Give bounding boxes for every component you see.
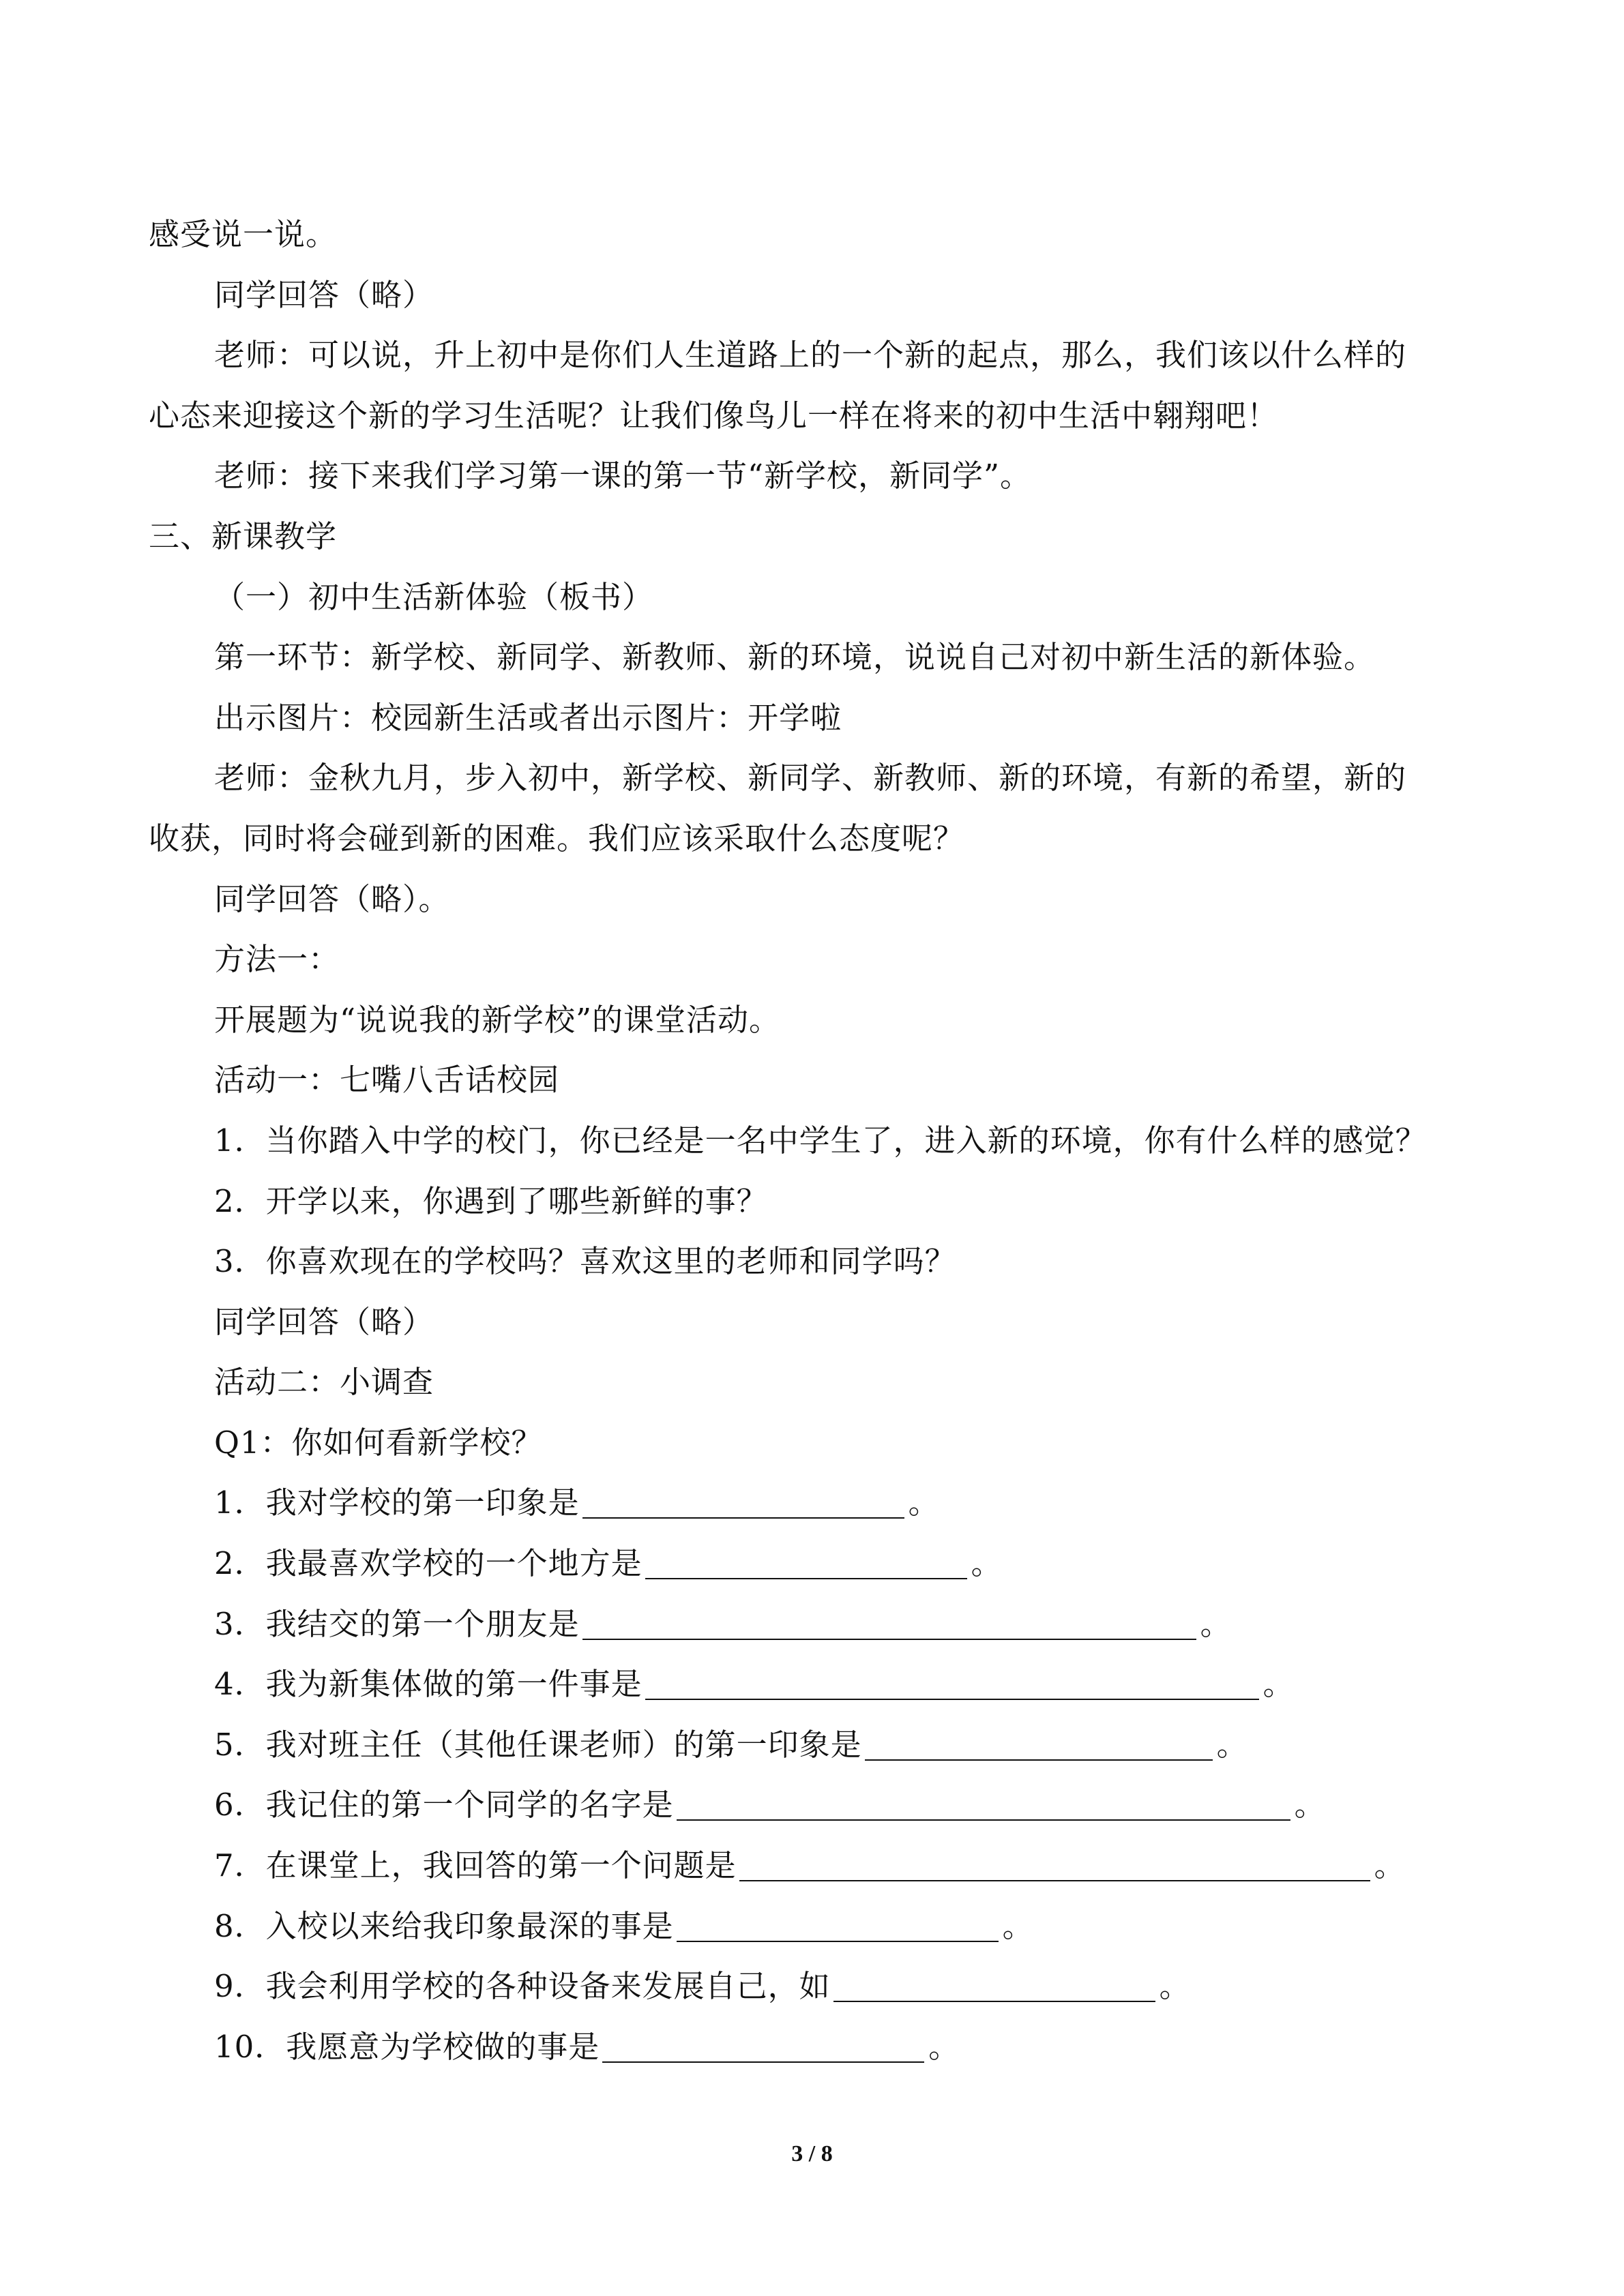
subsection-heading: （一）初中生活新体验（板书） <box>214 578 654 615</box>
fill-in-blank[interactable] <box>677 1785 1290 1821</box>
fill-in-blank[interactable] <box>645 1544 967 1579</box>
survey-item <box>149 1896 1465 1957</box>
survey-item <box>149 1775 1465 1836</box>
survey-item <box>149 1654 1465 1715</box>
fill-in-blank[interactable] <box>582 1605 1196 1640</box>
survey-item <box>149 1715 1465 1776</box>
survey-prompt: 1．我对学校的第一印象是 <box>214 1485 580 1521</box>
fill-in-blank[interactable] <box>602 2027 924 2063</box>
survey-prompt: 7．在课堂上，我回答的第一个问题是 <box>214 1847 737 1884</box>
question-line: 2．开学以来，你遇到了哪些新鲜的事？ <box>214 1182 768 1219</box>
paragraph-line: 感受说一说。 <box>149 216 338 252</box>
paragraph-line: 老师：可以说，升上初中是你们人生道路上的一个新的起点，那么，我们该以什么样的 <box>214 337 1407 374</box>
survey-item <box>149 1836 1465 1896</box>
survey-prompt: 3．我结交的第一个朋友是 <box>214 1605 580 1642</box>
paragraph-line: 同学回答（略） <box>214 1303 434 1340</box>
survey-end: 。 <box>971 1545 1003 1582</box>
survey-end: 。 <box>1374 1847 1406 1884</box>
survey-item <box>149 2017 1465 2078</box>
fill-in-blank[interactable] <box>582 1483 904 1519</box>
fill-in-blank[interactable] <box>645 1665 1259 1700</box>
fill-in-blank[interactable] <box>865 1725 1213 1761</box>
section-heading: 三、新课教学 <box>149 518 338 554</box>
survey-prompt: 2．我最喜欢学校的一个地方是 <box>214 1545 643 1582</box>
paragraph-line: 第一环节：新学校、新同学、新教师、新的环境，说说自己对初中新生活的新体验。 <box>214 639 1376 676</box>
page-number: 3 / 8 <box>791 2141 833 2166</box>
paragraph-line: 老师：金秋九月，步入初中，新学校、新同学、新教师、新的环境，有新的希望，新的 <box>214 760 1407 796</box>
activity-heading: 活动二：小调查 <box>214 1364 434 1401</box>
paragraph-line: 开展题为“说说我的新学校”的课堂活动。 <box>214 1001 781 1038</box>
fill-in-blank[interactable] <box>833 1967 1155 2002</box>
survey-item <box>149 1956 1465 2017</box>
paragraph-line: 收获，同时将会碰到新的困难。我们应该采取什么态度呢？ <box>149 820 965 856</box>
survey-end: 。 <box>1200 1605 1232 1642</box>
survey-prompt: 4．我为新集体做的第一件事是 <box>214 1666 643 1703</box>
survey-end: 。 <box>928 2028 960 2065</box>
survey-end: 。 <box>908 1485 940 1521</box>
survey-end: 。 <box>1159 1968 1191 2005</box>
document-body <box>149 205 1465 2077</box>
survey-prompt: 5．我对班主任（其他任课老师）的第一印象是 <box>214 1726 862 1763</box>
survey-end: 。 <box>1216 1726 1248 1763</box>
survey-end: 。 <box>1002 1907 1034 1944</box>
survey-prompt: 10．我愿意为学校做的事是 <box>214 2028 600 2065</box>
fill-in-blank[interactable] <box>677 1907 999 1942</box>
paragraph-line: 老师：接下来我们学习第一课的第一节“新学校，新同学”。 <box>214 458 1032 494</box>
question-line: 3．你喜欢现在的学校吗？喜欢这里的老师和同学吗？ <box>214 1243 956 1280</box>
survey-end: 。 <box>1263 1666 1295 1703</box>
question-line: 1．当你踏入中学的校门，你已经是一名中学生了，进入新的环境，你有什么样的感觉？ <box>214 1122 1427 1159</box>
survey-end: 。 <box>1294 1787 1326 1823</box>
survey-item <box>149 1534 1465 1594</box>
question-line: Q1：你如何看新学校？ <box>214 1424 543 1461</box>
survey-prompt: 9．我会利用学校的各种设备来发展自己，如 <box>214 1968 831 2005</box>
paragraph-line: 同学回答（略） <box>214 276 434 313</box>
paragraph-line: 同学回答（略）。 <box>214 880 450 917</box>
paragraph-line: 心态来迎接这个新的学习生活呢？让我们像鸟儿一样在将来的初中生活中翱翔吧！ <box>149 397 1279 434</box>
survey-item <box>149 1594 1465 1655</box>
fill-in-blank[interactable] <box>739 1846 1370 1881</box>
survey-item <box>149 1473 1465 1534</box>
paragraph-line: 方法一： <box>214 941 340 978</box>
survey-prompt: 8．入校以来给我印象最深的事是 <box>214 1907 674 1944</box>
activity-heading: 活动一：七嘴八舌话校园 <box>214 1062 560 1099</box>
survey-prompt: 6．我记住的第一个同学的名字是 <box>214 1787 674 1823</box>
paragraph-line: 出示图片：校园新生活或者出示图片：开学啦 <box>214 699 842 736</box>
